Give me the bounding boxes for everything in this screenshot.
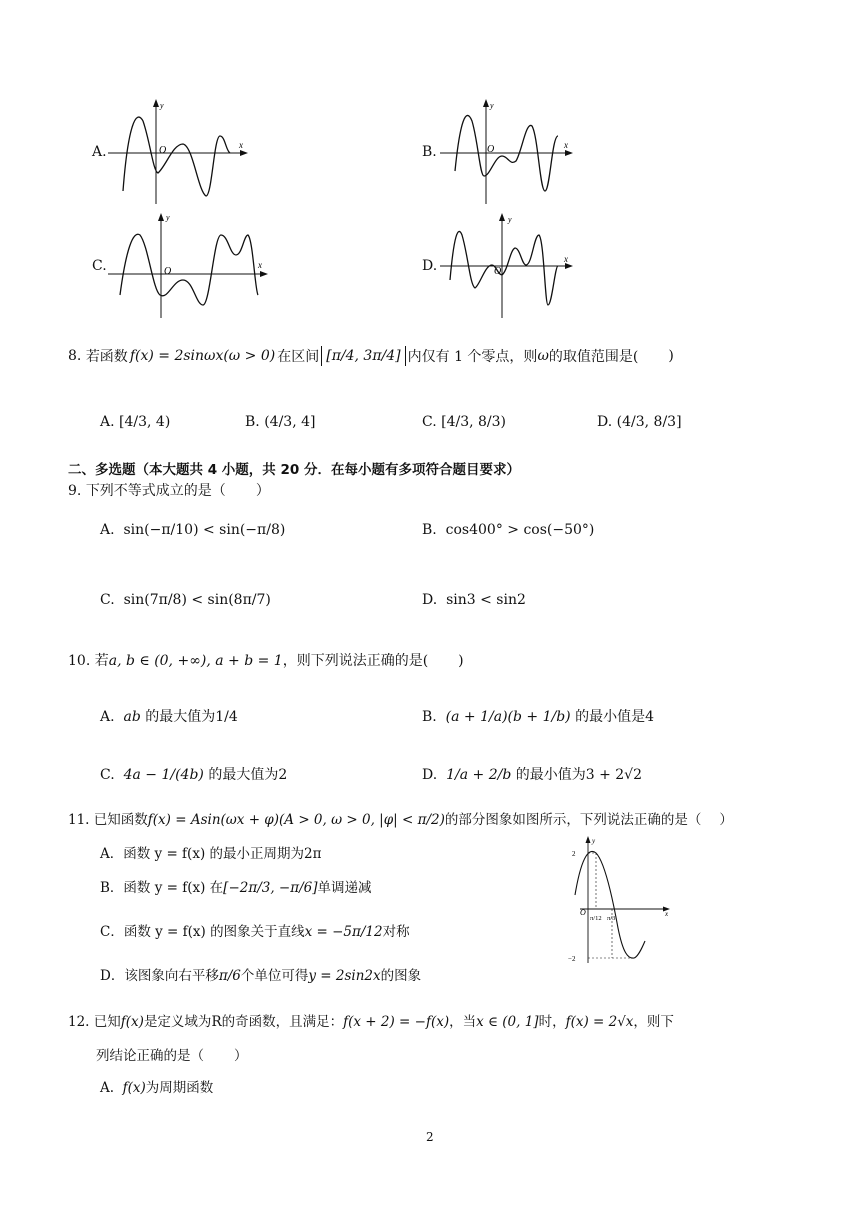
q8-option-a[interactable]: [100, 404, 170, 440]
q9-option-c-value: sin(7π/8) < sin(8π/7): [123, 592, 271, 608]
q10-option-a-label: A.: [100, 709, 115, 725]
q8-option-b[interactable]: [245, 404, 315, 440]
q12-range: x ∈ (0, 1]: [476, 1014, 539, 1030]
q11-option-c[interactable]: [100, 920, 410, 940]
q10-option-b-result: 4: [645, 709, 655, 725]
q11-graph-y-bottom: −2: [568, 955, 576, 963]
q7-option-d-label: D.: [422, 258, 438, 274]
q11-option-d-text-a: 该图象向右平移: [124, 968, 219, 984]
q12-option-a-text: 为周期函数: [145, 1080, 214, 1096]
q11-option-b[interactable]: [100, 876, 372, 896]
q12-text-e: 时，: [538, 1014, 566, 1030]
q11-option-c-line: x = −5π/12: [304, 924, 383, 940]
q9-option-a-value: sin(−π/10) < sin(−π/8): [123, 522, 286, 538]
q8-text-end: 的取值范围是(: [548, 349, 639, 365]
q9-option-c[interactable]: [100, 592, 271, 608]
q10-option-b-label: B.: [422, 709, 437, 725]
q10-option-c[interactable]: [100, 764, 287, 784]
q12-domain: R: [211, 1014, 222, 1030]
q11-option-d-shift: π/6: [218, 968, 241, 984]
q7c-y-label: y: [166, 213, 170, 222]
q9-option-a-label: A.: [100, 522, 115, 538]
q8-text-suffix: 内仅有 1 个零点，则: [407, 349, 538, 365]
q8-option-d-label: D.: [597, 414, 613, 430]
q11-graph-y-label: y: [592, 837, 596, 845]
q10-number: 10.: [68, 653, 91, 669]
q11-option-a-label: A．: [100, 846, 124, 862]
q11-graph-tick2: π/3: [607, 915, 616, 922]
q11-stem: [68, 808, 733, 828]
q11-option-b-text-b: 单调递减: [317, 880, 372, 896]
q7-graph-a: [108, 96, 253, 206]
q12-text-d: ，当: [449, 1014, 477, 1030]
q11-option-c-label: C．: [100, 924, 124, 940]
q7a-y-label: y: [160, 101, 164, 110]
q9-option-b-value: cos400° > cos(−50°): [445, 522, 595, 538]
page-number: 2: [426, 1130, 434, 1144]
q8-stem: [68, 338, 674, 374]
q10-option-d[interactable]: [422, 764, 642, 784]
q8-number: 8.: [68, 348, 82, 364]
q11-option-c-text-a: 函数 y = f(x) 的图象关于直线: [123, 924, 305, 940]
q10-option-b-expr: (a + 1/a)(b + 1/b): [445, 709, 571, 725]
q7b-origin: O: [487, 144, 495, 155]
section-heading: 二、多选题（本大题共 4 小题，共 20 分．在每小题有多项符合题目要求）: [68, 462, 520, 478]
q8-text-prefix: 若函数: [85, 349, 128, 365]
q12-line2: 列结论正确的是（: [96, 1048, 204, 1064]
q9-option-a[interactable]: [100, 522, 285, 538]
q8-option-d[interactable]: [597, 404, 682, 440]
q11-option-c-text-b: 对称: [382, 924, 410, 940]
q12-eq: f(x + 2) = −f(x): [343, 1014, 450, 1030]
q12-option-a-expr: f(x): [122, 1080, 146, 1096]
q8-option-b-value: (4/3, 4]: [264, 414, 316, 430]
q7-graph-c: [108, 210, 273, 320]
q10-paren-close: ): [458, 653, 464, 669]
q10-option-d-label: D.: [422, 767, 438, 783]
q11-graph-origin: O: [580, 908, 586, 917]
q8-option-c-label: C.: [422, 414, 437, 430]
q10-stem: [68, 650, 464, 670]
q11-option-d[interactable]: [100, 964, 421, 984]
q9-option-d[interactable]: [422, 592, 526, 608]
q11-func: f(x) = Asin(ωx + φ): [147, 812, 280, 828]
q9-stem: [68, 480, 270, 500]
q11-option-d-label: D．: [100, 968, 125, 984]
q8-text-mid: 在区间: [277, 349, 320, 365]
q8-option-b-label: B.: [245, 414, 260, 430]
q11-graph-tick1: π/12: [590, 915, 602, 922]
q11-graph: [560, 833, 680, 965]
q10-option-c-label: C.: [100, 767, 115, 783]
q9-option-b[interactable]: [422, 522, 594, 538]
q10-text-prefix: 若: [94, 653, 109, 669]
q11-option-b-text-a: 函数 y = f(x) 在: [123, 880, 224, 896]
q11-option-d-text-c: 的图象: [380, 968, 422, 984]
q10-option-a-expr: ab: [123, 709, 141, 725]
q10-option-d-text: 的最小值为: [515, 767, 586, 783]
q10-condition: a, b ∈ (0, +∞), a + b = 1: [108, 653, 283, 669]
q10-text-suffix: ，则下列说法正确的是(: [282, 653, 429, 669]
q9-option-d-label: D.: [422, 592, 438, 608]
q9-option-c-label: C.: [100, 592, 115, 608]
q8-paren-close: ): [668, 348, 674, 364]
q11-option-d-text-b: 个单位可得: [240, 968, 309, 984]
q7-option-a-label: A.: [92, 144, 107, 160]
q9-paren-close: ）: [255, 483, 270, 499]
q10-option-d-result: 3 + 2√2: [585, 767, 643, 783]
q11-option-a[interactable]: [100, 842, 321, 862]
q8-option-d-value: (4/3, 8/3]: [616, 414, 682, 430]
q12-number: 12.: [68, 1014, 90, 1030]
q9-option-d-value: sin3 < sin2: [446, 592, 526, 608]
q7-graph-d: [440, 210, 585, 320]
q8-option-c-value: [4/3, 8/3): [441, 414, 507, 430]
q11-option-d-result: y = 2sin2x: [308, 968, 381, 984]
q7a-origin: O: [159, 145, 167, 156]
q8-omega: ω: [537, 348, 549, 364]
q10-option-a[interactable]: [100, 706, 238, 726]
q11-number: 11.: [68, 812, 90, 828]
q12-text-c: 的奇函数，且满足：: [221, 1014, 344, 1030]
q7-option-b-label: B.: [422, 144, 437, 160]
q7d-x-label: x: [564, 254, 568, 264]
q7a-x-label: x: [239, 140, 243, 150]
q12-paren-close: ）: [234, 1048, 248, 1064]
q10-option-a-result: 1/4: [215, 709, 238, 725]
q8-interval: [π/4, 3π/4]: [321, 346, 405, 366]
q12-text-a: 已知: [93, 1014, 121, 1030]
q7-option-c-label: C.: [92, 258, 107, 274]
q12-stem-line2: [96, 1044, 248, 1064]
q11-option-a-text: 函数 y = f(x) 的最小正周期为2π: [123, 846, 322, 862]
q11-cond: (A > 0, ω > 0, |φ| < π/2): [279, 812, 445, 828]
q10-option-a-text: 的最大值为: [145, 709, 216, 725]
q10-option-c-text: 的最大值为: [208, 767, 279, 783]
q8-option-a-label: A.: [100, 414, 115, 430]
q10-option-b-text: 的最小值是: [575, 709, 646, 725]
q12-stem: [68, 1010, 674, 1030]
q10-option-c-expr: 4a − 1/(4b): [123, 767, 204, 783]
q8-option-a-value: [4/3, 4): [119, 414, 171, 430]
q12-def: f(x) = 2√x: [565, 1014, 634, 1030]
q12-option-a-label: A.: [100, 1080, 115, 1096]
q7d-y-label: y: [508, 215, 512, 224]
q11-graph-y-top: 2: [572, 850, 576, 858]
q11-paren-close: ）: [719, 812, 733, 828]
q7b-x-label: x: [564, 140, 568, 150]
q7-graph-b: [440, 96, 585, 206]
q7c-x-label: x: [258, 260, 262, 270]
q11-option-b-label: B．: [100, 880, 124, 896]
q11-text-suffix: 的部分图象如图所示，下列说法正确的是（: [444, 812, 702, 828]
q7c-origin: O: [164, 266, 172, 277]
q12-text-b: 是定义域为: [143, 1014, 212, 1030]
q9-option-b-label: B.: [422, 522, 437, 538]
q7b-y-label: y: [490, 101, 494, 110]
q12-text-f: ，则下: [633, 1014, 674, 1030]
q12-option-a[interactable]: [100, 1076, 213, 1096]
q9-text: 下列不等式成立的是（: [85, 483, 226, 499]
q10-option-b[interactable]: [422, 706, 654, 726]
q8-func: f(x) = 2sinωx(ω > 0): [129, 348, 276, 364]
q10-option-c-result: 2: [278, 767, 288, 783]
q9-number: 9.: [68, 483, 82, 499]
q10-option-d-expr: 1/a + 2/b: [446, 767, 512, 783]
q11-text-prefix: 已知函数: [93, 812, 148, 828]
q11-graph-x-label: x: [665, 910, 669, 918]
q8-option-c[interactable]: [422, 404, 506, 440]
q7d-origin: O: [494, 266, 502, 277]
q12-fx: f(x): [120, 1014, 144, 1030]
q11-option-b-interval: [−2π/3, −π/6]: [223, 880, 318, 896]
